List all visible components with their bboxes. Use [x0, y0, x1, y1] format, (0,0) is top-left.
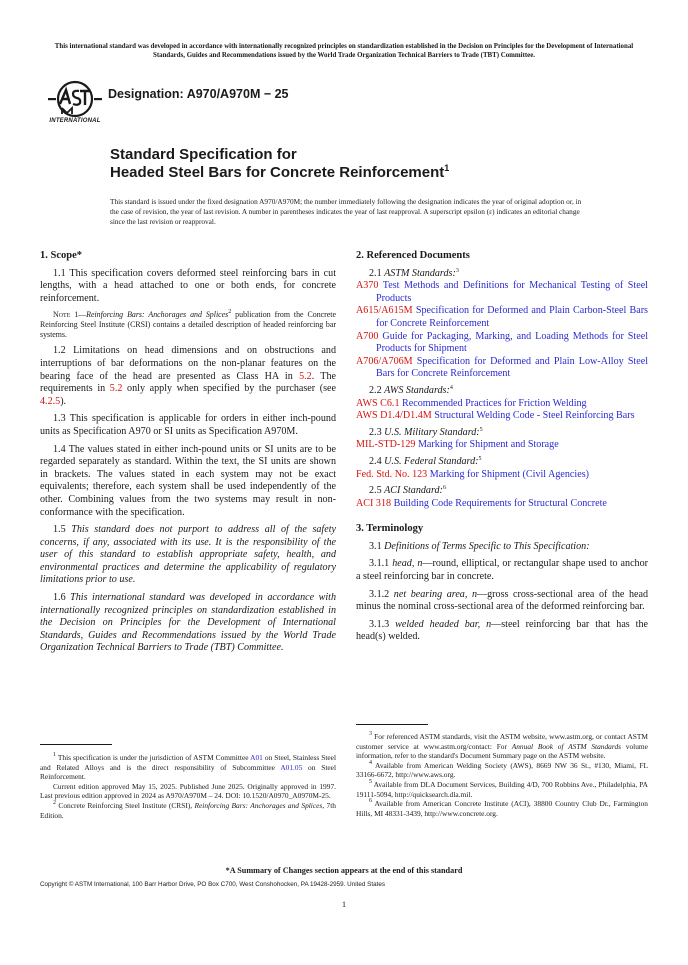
ref-code-link[interactable]: A700 [356, 330, 379, 342]
aws-standards-label: 2.2 AWS Standards:$^4$ [369, 384, 453, 396]
ref-title-link[interactable]: Marking for Shipment (Civil Agencies) [427, 468, 589, 480]
footnote-1: $^1$ This specification is under the jurisdiction of ASTM Committee A01 on Steel, Stainless Steel and Related Alloys and is the direct responsibility of Subcommittee A01.05 on Steel Reinforcement. [40, 752, 337, 782]
section-2-heading: 2. Referenced Documents [356, 250, 470, 261]
ref-code-link[interactable]: A370 [356, 280, 379, 292]
paragraph-3-1-3: 3.1.3 welded headed bar, n—steel reinforcing bar that has the head(s) welded. [356, 618, 648, 643]
link-committee-a01[interactable]: A01 [250, 753, 263, 762]
ref-a700 [356, 331, 648, 356]
page-number: 1 [341, 899, 347, 909]
ref-title-link[interactable]: Specification for Deformed and Plain Carbon-Steel Bars for Concrete Reinforcement [376, 305, 648, 329]
footnotes-right [356, 732, 648, 818]
federal-standard-label: 2.4 U.S. Federal Standard:$^5$ [369, 455, 482, 467]
footnote-3: $^3$ For referenced ASTM standards, visit the ASTM website, www.astm.org, or contact ASTM customer service at www.astm.org/contact: For Annual Book of ASTM Standards volume information, refer to the standard's Document Summary page on the ASTM website. [356, 731, 648, 761]
ref-title-link[interactable]: Specification for Deformed and Plain Low-Alloy Steel Bars for Concrete Reinforcement [376, 355, 648, 380]
paragraph-1-4: 1.4 The values stated in either inch-pound units or SI units are to be regarded separately as standard. Within the text, the SI units are shown in brackets. The values stated in each system may not be exact equivalents; therefore, each system shall be used independently of the other. Combining values from the two systems may result in non-conformance with the specification. [40, 443, 336, 518]
copyright-line: Copyright © ASTM International, 100 Barr Harbor Drive, PO Box C700, West Conshohocken, PA 19428-2959. United States [40, 881, 385, 888]
paragraph-1-2: 1.2 Limitations on head dimensions and on obstructions and interruptions of bar deformations on the non-planar features on the bearing face of the head are presented as Class HA in 5.2. The requirements in 5.2 only apply when specified by the purchaser (see 4.2.5). [40, 345, 336, 407]
paragraph-1-6: 1.6 This international standard was developed in accordance with internationally recognized principles on standardization established in the Decision on Principles for the Development of International Standards, Guides and Recommendations issued by the World Trade Organization Technical Barriers to Trade (TBT) Committee. [40, 592, 336, 654]
logo-international-text: INTERNATIONAL [49, 118, 101, 124]
footnote-6: $^6$ Available from American Concrete Institute (ACI), 38800 Country Club Dr., Farmington Hills, MI 48331-3439, http://www.concrete.org. [356, 798, 648, 818]
footnote-1-edition: Current edition approved May 15, 2025. Published June 2025. Originally approved in 1997. Last previous edition approved in 2024 as A970/A970M – 24. DOI: 10.1520/A0970_A0970M-25. [40, 781, 336, 801]
aci-standard-label: 2.5 ACI Standard:$^6$ [369, 485, 446, 497]
ref-code-link[interactable]: Fed. Std. No. 123 [356, 468, 428, 480]
ref-title-link[interactable]: Building Code Requirements for Structural Concrete [391, 497, 607, 509]
ref-code-link[interactable]: A706/A706M [356, 355, 413, 367]
paragraph-1-3: 1.3 This specification is applicable for orders in either inch-pound units as Specification A970 or SI units as Specification A970M. [40, 413, 336, 437]
paragraph-3-1-2: 3.1.2 net bearing area, n—gross cross-sectional area of the head minus the nominal cross-sectional area of the deformed reinforcing bar. [356, 588, 649, 613]
paragraph-1-1: 1.1 This specification covers deformed steel reinforcing bars in cut lengths, with a head attached to one or both ends, for concrete reinforcement. [40, 267, 336, 304]
ref-title-link[interactable]: Marking for Shipment and Storage [415, 439, 559, 451]
section-1-heading: 1. Scope* [40, 250, 82, 261]
link-5-2[interactable]: 5.2 [299, 370, 312, 382]
footnote-4: $^4$ Available from American Welding Society (AWS), 8669 NW 36 St., #130, Miami, FL 33166-6672, http://www.aws.org. [356, 759, 648, 780]
ref-code-link[interactable]: ACI 318 [356, 497, 392, 509]
ref-title-link[interactable]: Recommended Practices for Friction Welding [399, 397, 587, 409]
ref-fed-std-123 [356, 469, 648, 482]
title-line-2: Headed Steel Bars for Concrete Reinforcement$^1$ [110, 163, 450, 181]
paragraph-3-1-1: 3.1.1 head, n—round, elliptical, or rectangular shape used to anchor a steel reinforcing bar in concrete. [356, 558, 649, 583]
ref-aci-318 [356, 498, 648, 511]
right-column [356, 250, 648, 649]
link-5-2[interactable]: 5.2 [109, 383, 123, 395]
tbt-notice: This international standard was developed in accordance with internationally recognized principles on standardization established in the Decision on Principles for the Development of International Standards, Guides and Recommendations issued by the World Trade Organization Technical Barriers to Trade (TBT) Committee. [54, 43, 634, 59]
ref-title-link[interactable]: Test Methods and Definitions for Mechanical Testing of Steel Products [376, 280, 648, 304]
standard-title [110, 146, 449, 182]
ref-a615 [356, 305, 648, 330]
ref-code-link[interactable]: MIL-STD-129 [356, 439, 416, 451]
ref-code-link[interactable]: AWS D1.4/D1.4M [356, 410, 432, 422]
title-line-1: Standard Specification for [110, 146, 297, 163]
link-4-2-5[interactable]: 4.2.5 [40, 395, 61, 407]
astm-logo [46, 80, 104, 128]
ref-aws-c6-1 [356, 398, 648, 411]
paragraph-3-1: 3.1 Definitions of Terms Specific to This Specification: [369, 540, 590, 552]
ref-mil-std-129 [356, 439, 648, 452]
ref-a370 [356, 280, 648, 305]
link-subcommittee-a01-05[interactable]: A01.05 [280, 762, 303, 772]
left-column [40, 250, 336, 660]
footnotes-left [40, 753, 336, 820]
astm-standards-label: 2.1 ASTM Standards:$^3$ [369, 267, 459, 279]
ref-title-link[interactable]: Structural Welding Code - Steel Reinforcing Bars [431, 410, 635, 422]
ref-code-link[interactable]: A615/A615M [356, 305, 413, 317]
section-3-heading: 3. Terminology [356, 523, 424, 535]
ref-a706 [356, 356, 648, 381]
note-1: Note 1—Reinforcing Bars: Anchorages and Splices$^2$ publication from the Concrete Reinforcing Steel Institute (CRSI) contains a detailed description of headed reinforcing bar systems. [40, 309, 336, 340]
footnote-rule-right [356, 724, 428, 725]
designation: Designation: A970/A970M − 25 [108, 87, 289, 101]
ref-title-link[interactable]: Guide for Packaging, Marking, and Loading Methods for Steel Products for Shipment [376, 330, 648, 355]
ref-code-link[interactable]: AWS C6.1 [356, 397, 400, 409]
ref-aws-d1-4 [356, 410, 648, 423]
footnote-rule-left [40, 744, 112, 745]
summary-of-changes-note: *A Summary of Changes section appears at the end of this standard [225, 866, 463, 875]
military-standard-label: 2.3 U.S. Military Standard:$^5$ [369, 426, 483, 438]
footnote-2: $^2$ Concrete Reinforcing Steel Institute (CRSI), Reinforcing Bars: Anchorages and Splices, 7th Edition. [40, 799, 336, 820]
footnote-5: $^5$ Available from DLA Document Services, Building 4/D, 700 Robbins Ave., Philadelphia, PA 19111-5094, http://quicksearch.dla.mil. [356, 778, 648, 799]
issuance-statement: This standard is issued under the fixed designation A970/A970M; the number immediately following the designation indicates the year of original adoption or, in the case of revision, the year of last revision. A number in parentheses indicates the year of last reapproval. A superscript epsilon (ε) indicates an editorial change since the last revision or reapproval. [110, 197, 582, 226]
astm-logo-icon [46, 80, 104, 120]
paragraph-1-5: 1.5 This standard does not purport to address all of the safety concerns, if any, associated with its use. It is the responsibility of the user of this standard to establish appropriate safety, health, and environmental practices and determine the applicability of regulatory limitations prior to use. [40, 524, 336, 586]
title-footnote-ref[interactable]: 1 [444, 163, 450, 173]
